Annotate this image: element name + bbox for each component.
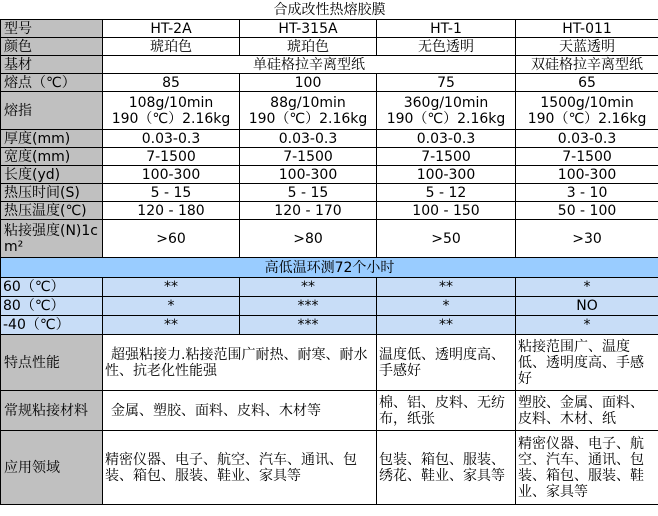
cell-line: 190（℃）2.16kg	[527, 110, 647, 127]
table-title: 合成改性热熔胶膜	[1, 0, 658, 20]
row-label-press-time: 热压时间(S)	[1, 184, 103, 202]
table-row	[1, 38, 658, 56]
table-cell: 无色透明	[377, 38, 516, 56]
table-cell: 7-1500	[103, 148, 240, 166]
table-cell: 120 - 170	[240, 202, 377, 220]
row-label-color: 颜色	[1, 38, 103, 56]
table-cell: ***	[240, 316, 377, 335]
table-cell	[240, 92, 377, 130]
table-cell: 7-1500	[240, 148, 377, 166]
table-cell: **	[103, 316, 240, 335]
band-row	[1, 258, 658, 278]
row-label-melting-point: 熔点（℃）	[1, 74, 103, 92]
table-cell: 5 - 12	[377, 184, 516, 202]
table-cell: 65	[516, 74, 658, 92]
table-cell: >50	[377, 220, 516, 258]
table-row	[1, 431, 658, 505]
cell-line: 108g/10min	[128, 94, 214, 111]
table-cell: 75	[377, 74, 516, 92]
table-cell: **	[103, 278, 240, 297]
table-cell: **	[377, 316, 516, 335]
table-cell: 精密仪器、电子、航空、汽车、通讯、包装、箱包、服装、鞋业、家具等	[516, 431, 658, 505]
table-cell: 精密仪器、电子、航空、汽车、通讯、包装、箱包、服装、鞋业、家具等	[103, 431, 377, 505]
row-label-base: 基材	[1, 56, 103, 74]
table-cell	[516, 92, 658, 130]
header-model: 型号	[1, 20, 103, 38]
table-row	[1, 220, 658, 258]
table-cell: 天蓝透明	[516, 38, 658, 56]
table-row	[1, 391, 658, 431]
table-cell: >60	[103, 220, 240, 258]
table-cell: 粘接范围广、温度低、透明度高、手感好	[516, 335, 658, 391]
table-cell: 0.03-0.3	[240, 130, 377, 148]
table-cell: *	[377, 297, 516, 316]
table-cell	[103, 92, 240, 130]
cell-line: 88g/10min	[270, 94, 346, 111]
table-cell: 0.03-0.3	[516, 130, 658, 148]
table-cell: >30	[516, 220, 658, 258]
table-cell: **	[240, 278, 377, 297]
table-cell: ***	[240, 297, 377, 316]
row-label-press-temp: 热压温度(℃)	[1, 202, 103, 220]
table-cell: 100-300	[516, 166, 658, 184]
header-row	[1, 20, 658, 38]
table-cell: 琥珀色	[103, 38, 240, 56]
table-cell: 85	[103, 74, 240, 92]
table-cell: **	[377, 278, 516, 297]
table-cell: 5 - 15	[240, 184, 377, 202]
row-label-length: 长度(yd)	[1, 166, 103, 184]
table-cell: 100-300	[103, 166, 240, 184]
table-cell: 7-1500	[516, 148, 658, 166]
table-cell: 5 - 15	[103, 184, 240, 202]
table-cell: 包装、箱包、服装、绣花、鞋业、家具等	[377, 431, 516, 505]
table-cell: *	[103, 297, 240, 316]
table-cell: 棉、铝、皮料、无纺布，纸张	[377, 391, 516, 431]
table-cell: 100-300	[240, 166, 377, 184]
table-row	[1, 184, 658, 202]
header-ht-1: HT-1	[377, 20, 516, 38]
header-ht-315a: HT-315A	[240, 20, 377, 38]
row-label-bond-strength: 粘接强度(N)1cm²	[1, 220, 103, 258]
row-label-features: 特点性能	[1, 335, 103, 391]
table-cell: NO	[516, 297, 658, 316]
table-cell: 120 - 180	[103, 202, 240, 220]
table-cell: 温度低、透明度高、手感好	[377, 335, 516, 391]
table-cell: 金属、塑胶、面料、皮料、木材等	[103, 391, 377, 431]
cell-line: 1500g/10min	[540, 94, 634, 111]
row-label-melt-index: 熔指	[1, 92, 103, 130]
table-row	[1, 148, 658, 166]
table-cell: 3 - 10	[516, 184, 658, 202]
table-row	[1, 202, 658, 220]
temp-label-minus-40: -40（℃）	[1, 316, 103, 335]
header-ht-011: HT-011	[516, 20, 658, 38]
table-cell: 双硅格拉辛离型纸	[516, 56, 658, 74]
table-row	[1, 92, 658, 130]
table-cell: 0.03-0.3	[377, 130, 516, 148]
cell-line: 190（℃）2.16kg	[386, 110, 506, 127]
table-cell: 100	[240, 74, 377, 92]
table-cell: 50 - 100	[516, 202, 658, 220]
cell-line: 360g/10min	[403, 94, 489, 111]
table-row	[1, 74, 658, 92]
temp-label-80: 80（℃）	[1, 297, 103, 316]
table-cell: >80	[240, 220, 377, 258]
table-cell	[377, 92, 516, 130]
table-cell: 100-300	[377, 166, 516, 184]
table-row	[1, 335, 658, 391]
table-cell: 超强粘接力.粘接范围广耐热、耐寒、耐水性、抗老化性能强	[103, 335, 377, 391]
table-row	[1, 56, 658, 74]
table-cell: 琥珀色	[240, 38, 377, 56]
table-cell: 塑胶、金属、面料、皮料、木材、纸	[516, 391, 658, 431]
table-cell: *	[516, 316, 658, 335]
table-row	[1, 130, 658, 148]
table-row	[1, 278, 658, 297]
row-label-width: 宽度(mm)	[1, 148, 103, 166]
table-row	[1, 316, 658, 335]
temperature-test-title: 高低温环测72个小时	[1, 258, 658, 278]
row-label-thickness: 厚度(mm)	[1, 130, 103, 148]
table-cell: 100 - 150	[377, 202, 516, 220]
table-cell: 0.03-0.3	[103, 130, 240, 148]
cell-line: 190（℃）2.16kg	[248, 110, 368, 127]
table-cell: 单硅格拉辛离型纸	[103, 56, 516, 74]
row-label-applications: 应用领域	[1, 431, 103, 505]
table-row	[1, 166, 658, 184]
row-label-materials: 常规粘接材料	[1, 391, 103, 431]
header-ht-2a: HT-2A	[103, 20, 240, 38]
cell-line: 190（℃）2.16kg	[111, 110, 231, 127]
table-row	[1, 297, 658, 316]
table-cell: 7-1500	[377, 148, 516, 166]
table-cell: *	[516, 278, 658, 297]
temp-label-60: 60（℃）	[1, 278, 103, 297]
